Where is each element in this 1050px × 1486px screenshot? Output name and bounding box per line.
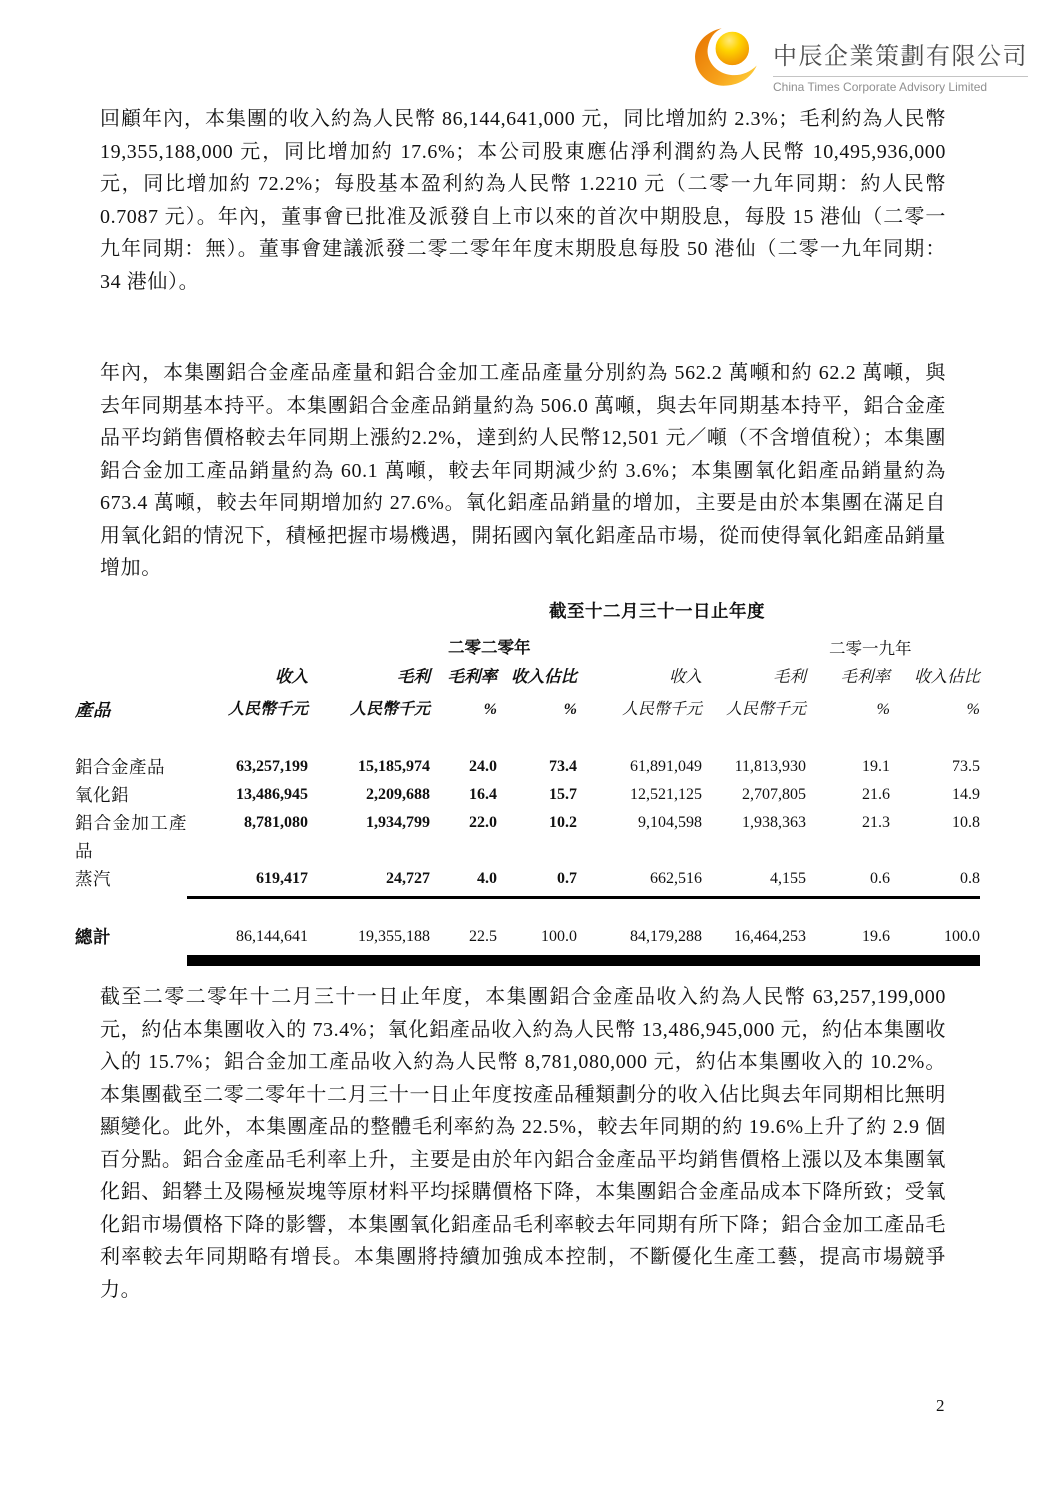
table-title: 截至十二月三十一日止年度 [549, 601, 765, 621]
segment-revenue-table [0, 598, 1050, 948]
unit-header-row: 產品 人民幣千元 人民幣千元 % % 人民幣千元 人民幣千元 % % [75, 693, 980, 727]
paragraph-revenue-analysis: 截至二零二零年十二月三十一日止年度，本集團鋁合金產品收入約為人民幣 63,257,199,000 元，約佔本集團收入的 73.4%；氧化鋁產品收入約為人民幣 13,486,945,000 元，約佔本集團收入的 15.7%；鋁合金加工產品收入約為人民幣 8,781,080,000 元，約佔本集團收入的 10.2%。本集團截至二零二零年十二月三十一日止年度按產品種類劃分的收入佔比與去年同期相比無明顯變化。此外，本集團產品的整體毛利率約為 22.5%，較去年同期的約 19.6%上升了約 2.9 個百分點。鋁合金產品毛利率上升，主要是由於年內鋁合金產品平均銷售價格上漲以及本集團氧化鋁、鋁礬土及陽極炭塊等原材料平均採購價格下降，本集團鋁合金產品成本下降所致；受氧化鋁市場價格下降的影響，本集團氧化鋁產品毛利率較去年同期有所下降；鋁合金加工產品毛利率較去年同期略有增長。本集團將持續加強成本控制，不斷優化生產工藝，提高市場競爭力。 [100, 986, 946, 1301]
col-margin-2020: 毛利率 [447, 667, 497, 686]
segment-table-grid [75, 660, 980, 966]
col-gross-profit-2019: 毛利 [773, 667, 806, 686]
product-column-label: 產品 [75, 700, 111, 720]
col-revenue-2020: 收入 [275, 667, 308, 686]
table-row-processed-aluminium: 鋁合金加工產品 8,781,080 1,934,799 22.0 10.2 9,104,598 1,938,363 21.3 10.8 [75, 813, 980, 861]
col-revenue-2019: 收入 [669, 667, 702, 686]
company-name-zh: 中辰企業策劃有限公司 [773, 36, 1028, 77]
company-name-en: China Times Corporate Advisory Limited [773, 80, 988, 94]
page-number: 2 [936, 1396, 945, 1415]
col-revenue-share-2019: 收入佔比 [914, 667, 980, 686]
col-gross-profit-2020: 毛利 [397, 667, 430, 686]
company-logo [693, 26, 1028, 94]
year-2019-header: 二零一九年 [829, 639, 912, 658]
table-row-alumina: 氧化鋁 13,486,945 2,209,688 16.4 15.7 12,521,125 2,707,805 21.6 14.9 [75, 785, 980, 805]
table-row-steam: 蒸汽 619,417 24,727 4.0 0.7 662,516 4,155 0.6 0.8 [75, 865, 980, 898]
paragraph-production-volume: 年內，本集團鋁合金產品產量和鋁合金加工產品產量分別約為 562.2 萬噸和約 62.2 萬噸，與去年同期基本持平。本集團鋁合金產品銷量約為 506.0 萬噸，與去年同期基本持平，鋁合金產品平均銷售價格較去年同期上漲約2.2%，達到約人民幣12,501 元／噸（不含增值稅）；本集團鋁合金加工產品銷量約為 60.1 萬噸，較去年同期減少約 3.6%；本集團氧化鋁產品銷量約為 673.4 萬噸，較去年同期增加約 27.6%。氧化鋁產品銷量的增加，主要是由於本集團在滿足自用氧化鋁的情況下，積極把握市場機遇，開拓國內氧化鋁產品市場，從而使得氧化鋁產品銷量增加。 [100, 362, 946, 579]
sun-swirl-logo-icon [693, 26, 761, 90]
paragraph-financial-overview: 回顧年內，本集團的收入約為人民幣 86,144,641,000 元，同比增加約 2.3%；毛利約為人民幣 19,355,188,000 元，同比增加約 17.6%；本公司股東應佔淨利潤約為人民幣 10,495,936,000 元，同比增加約 72.2%；每股基本盈利約為人民幣 1.2210 元（二零一九年同期：約人民幣 0.7087 元）。年內，董事會已批准及派發自上市以來的首次中期股息，每股 15 港仙（二零一九年同期：無）。董事會建議派發二零二零年年度末期股息每股 50 港仙（二零一九年同期：34 港仙）。 [100, 108, 946, 293]
col-revenue-share-2020: 收入佔比 [511, 667, 577, 686]
table-row-total: 總計 86,144,641 19,355,188 22.5 100.0 84,179,288 16,464,253 19.6 100.0 [75, 923, 980, 961]
table-row-aluminium-alloy: 鋁合金產品 63,257,199 15,185,974 24.0 73.4 61,891,049 11,813,930 19.1 73.5 [75, 757, 980, 777]
company-name-block [773, 26, 1028, 94]
col-margin-2019: 毛利率 [840, 667, 890, 686]
year-2020-header: 二零二零年 [448, 638, 531, 657]
column-header-row [75, 660, 980, 693]
